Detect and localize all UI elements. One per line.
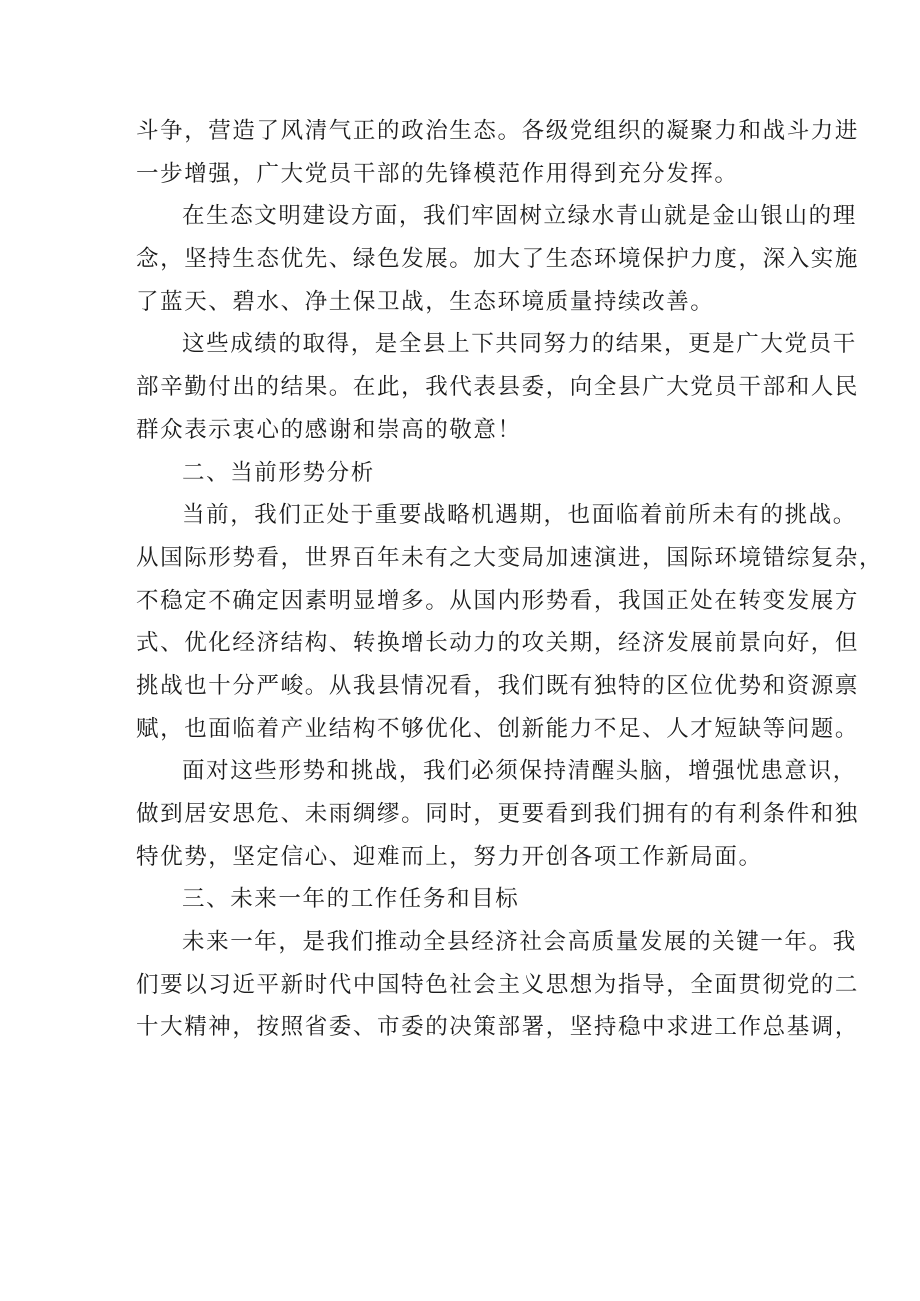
paragraph [136, 110, 860, 195]
text-line: 念，坚持生态优先、绿色发展。加大了生态环境保护力度，深入实施 [136, 246, 860, 273]
text-line: 们要以习近平新时代中国特色社会主义思想为指导，全面贯彻党的二 [136, 971, 860, 998]
heading-text: 三、未来一年的工作任务和目标 [182, 886, 520, 913]
text-line: 群众表示衷心的感谢和崇高的敬意！ [136, 416, 522, 443]
text-line: 十大精神，按照省委、市委的决策部署，坚持稳中求进工作总基调， [136, 1014, 860, 1041]
text-line: 一步增强，广大党员干部的先锋模范作用得到充分发挥。 [136, 160, 739, 187]
text-line: 挑战也十分严峻。从我县情况看，我们既有独特的区位优势和资源禀 [136, 672, 860, 699]
text-line: 面对这些形势和挑战，我们必须保持清醒头脑，增强忧患意识， [182, 758, 857, 785]
text-line: 式、优化经济结构、转换增长动力的攻关期，经济发展前景向好，但 [136, 630, 860, 657]
text-line: 赋，也面临着产业结构不够优化、创新能力不足、人才短缺等问题。 [136, 715, 860, 742]
paragraph [136, 195, 860, 323]
text-line: 不稳定不确定因素明显增多。从国内形势看，我国正处在转变发展方 [136, 587, 860, 614]
paragraph [136, 750, 860, 878]
document-body [136, 110, 884, 1049]
text-line: 部辛勤付出的结果。在此，我代表县委，向全县广大党员干部和人民 [136, 374, 860, 401]
text-line: 未来一年，是我们推动全县经济社会高质量发展的关键一年。我 [182, 929, 857, 956]
section-heading [136, 452, 796, 495]
text-line: 在生态文明建设方面，我们牢固树立绿水青山就是金山银山的理 [182, 203, 857, 230]
paragraph [136, 323, 860, 451]
text-line: 特优势，坚定信心、迎难而上，努力开创各项工作新局面。 [136, 843, 763, 870]
heading-text: 二、当前形势分析 [182, 459, 375, 486]
paragraph [136, 494, 884, 750]
text-line: 当前，我们正处于重要战略机遇期，也面临着前所未有的挑战。 [182, 502, 857, 529]
text-line: 做到居安思危、未雨绸缪。同时，更要看到我们拥有的有利条件和独 [136, 801, 860, 827]
section-heading [136, 878, 796, 921]
paragraph [136, 921, 860, 1049]
text-line: 了蓝天、碧水、净土保卫战，生态环境质量持续改善。 [136, 288, 715, 315]
text-line: 从国际形势看，世界百年未有之大变局加速演进，国际环境错综复杂， [136, 544, 884, 571]
text-line: 斗争，营造了风清气正的政治生态。各级党组织的凝聚力和战斗力进 [136, 118, 860, 144]
text-line: 这些成绩的取得，是全县上下共同努力的结果，更是广大党员干 [182, 331, 857, 358]
